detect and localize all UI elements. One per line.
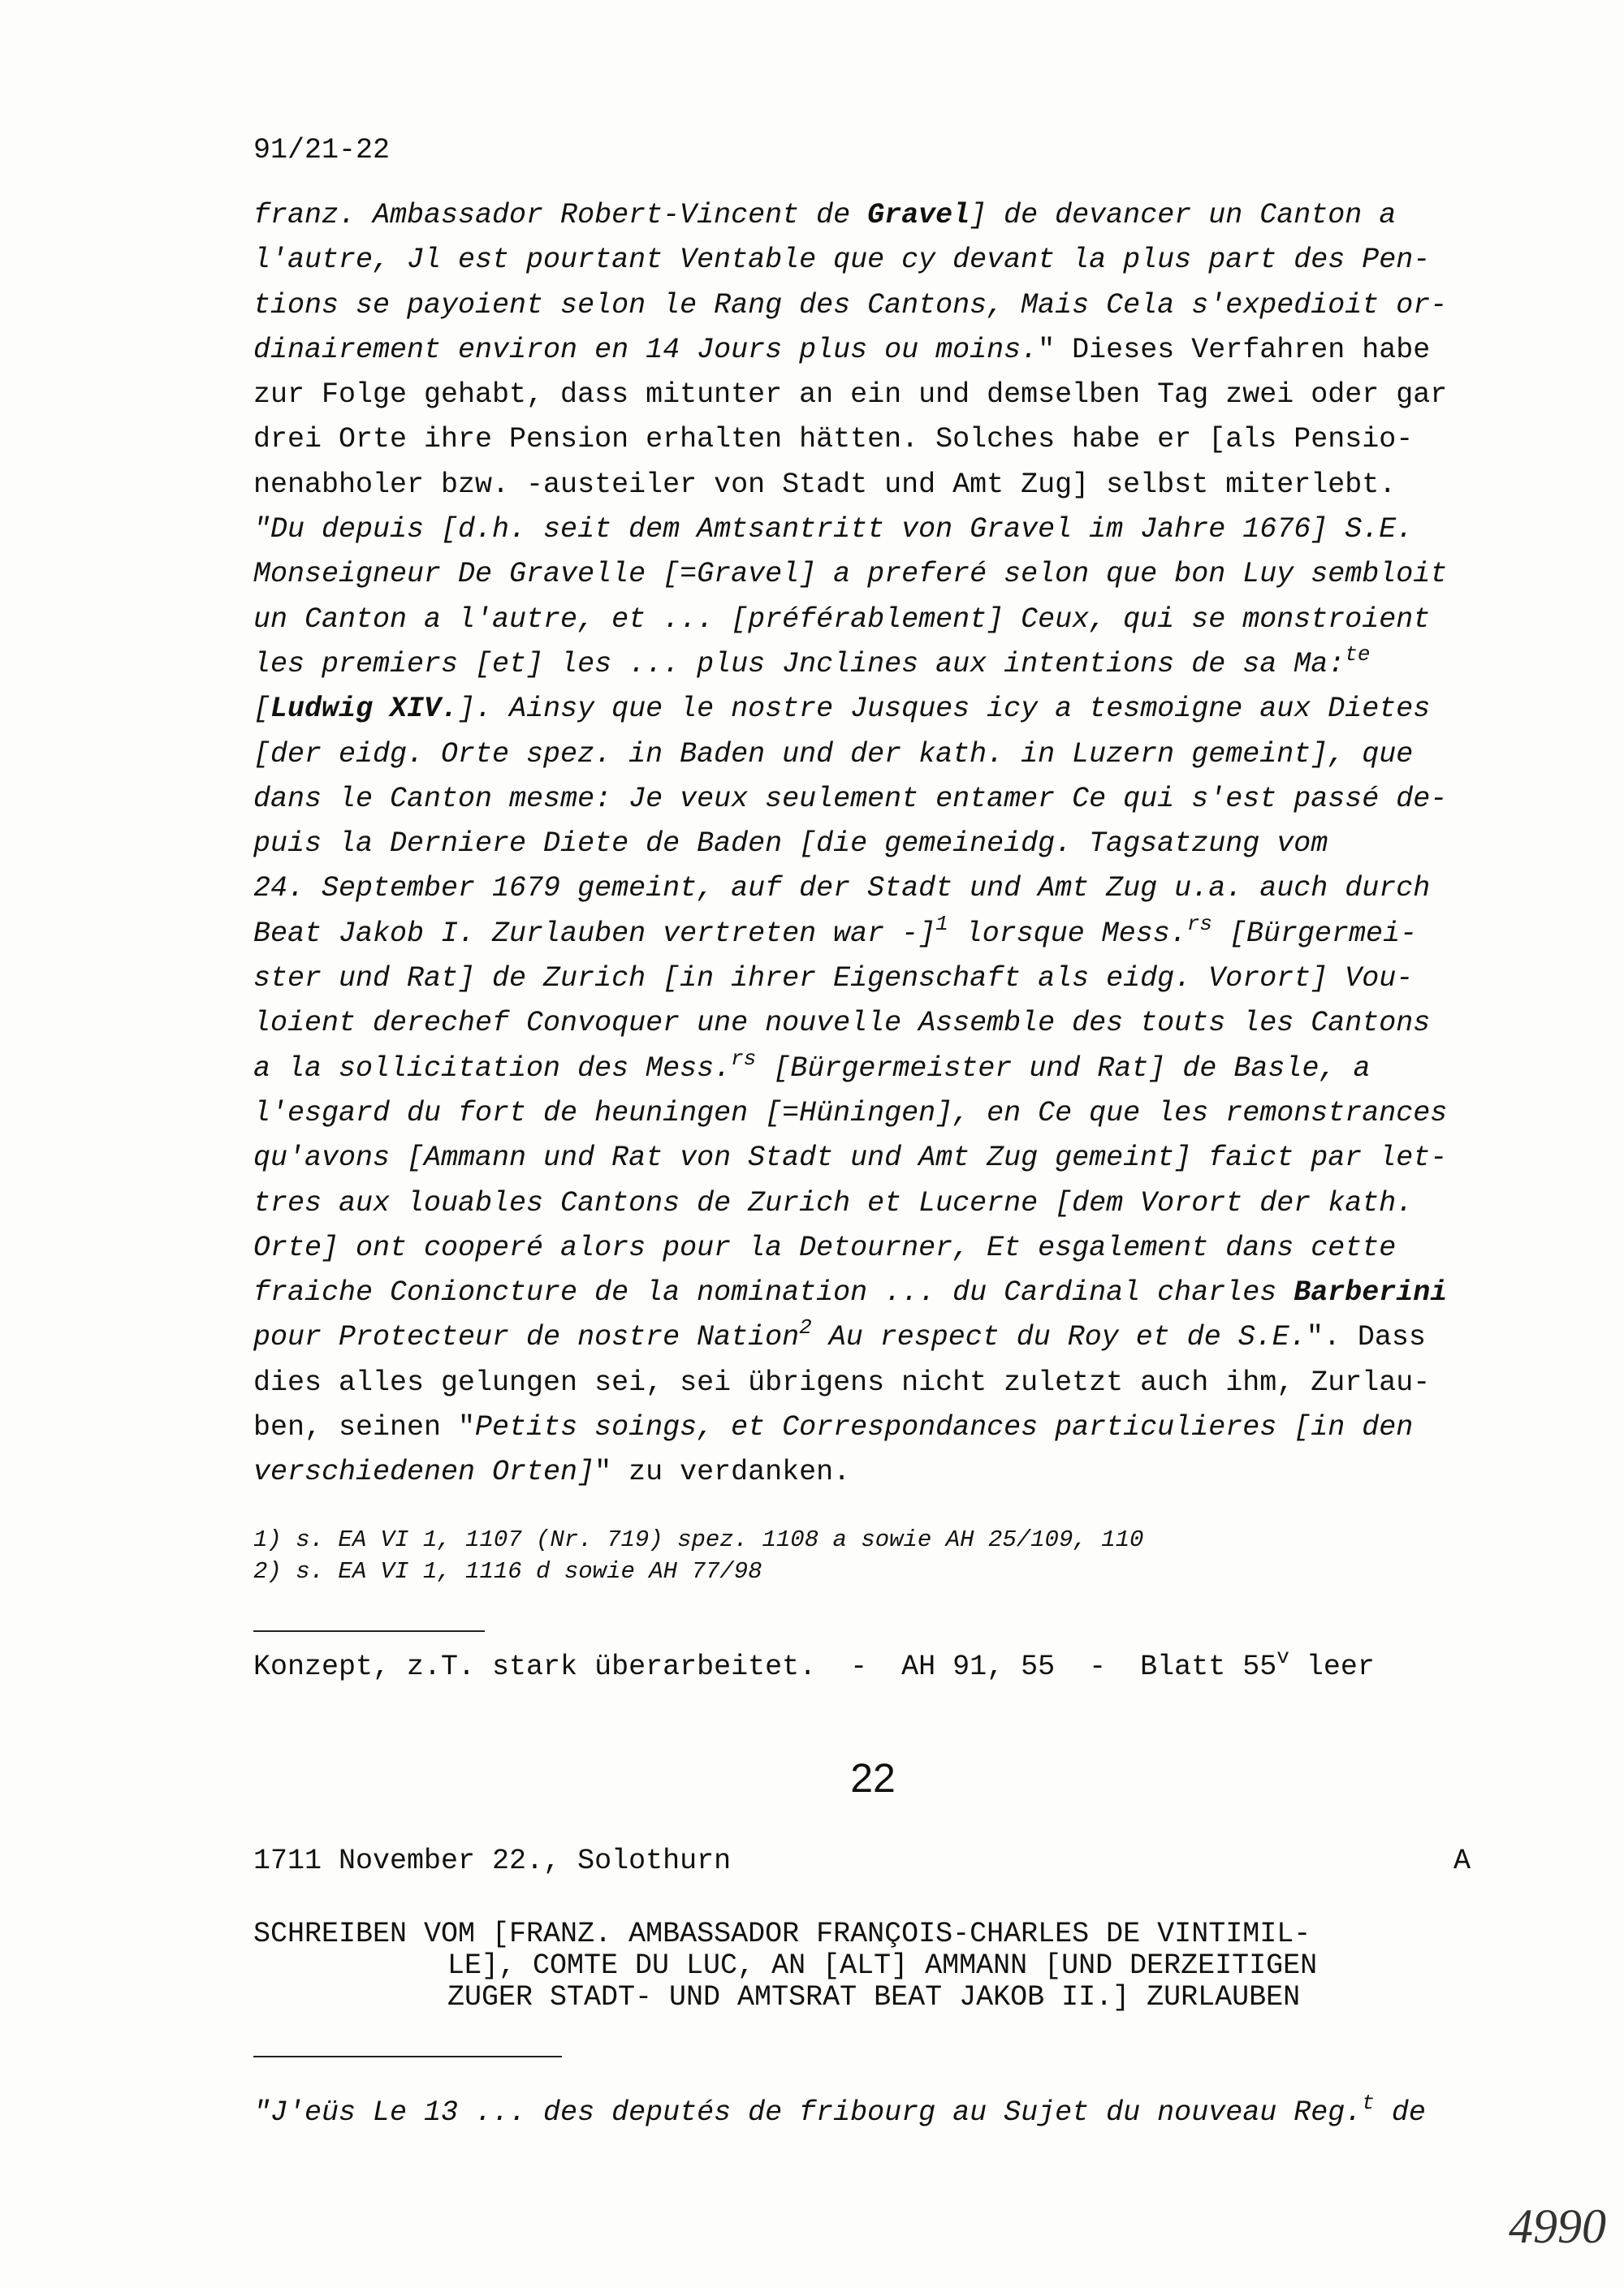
footnote-ref-2: 2 [799, 1315, 812, 1340]
text-line-16: 24. September 1679 gemeint, auf der Stadt und Amt Zug u.a. auch durch [253, 872, 1431, 905]
text-line-21: l'esgard du fort de heuningen [=Hüningen], en Ce que les remonstrances [253, 1096, 1448, 1129]
text-line-12: [Ludwig XIV.]. Ainsy que le nostre Jusques icy a tesmoigne aux Dietes [253, 693, 1431, 726]
handwritten-archive-number: 4990 [1509, 2200, 1606, 2253]
text-line-5: zur Folge gehabt, dass mitunter an ein und demselben Tag zwei oder gar [253, 378, 1448, 412]
footnotes [253, 1524, 1143, 1587]
text-line-4: dinairement environ en 14 Jours plus ou moins." Dieses Verfahren habe [253, 333, 1431, 366]
footnote-ref-1: 1 [935, 911, 948, 936]
text-line-13: [der eidg. Orte spez. in Baden und der kath. in Luzern gemeint], que [253, 737, 1414, 771]
text-line-26: pour Protecteur de nostre Nation$^2$ Au respect du Roy et de S.E.". Dass [253, 1315, 1426, 1354]
text-line-25: fraiche Conioncture de la nomination ... du Cardinal charles Barberini [253, 1276, 1448, 1310]
text-line-19: loient derechef Convoquer une nouvelle Assemble des touts les Cantons [253, 1007, 1431, 1040]
text-line-1: franz. Ambassador Robert-Vincent de Gravel] de devancer un Canton a [253, 199, 1397, 231]
text-line-23: tres aux louables Cantons de Zurich et Lucerne [dem Vorort der kath. [253, 1186, 1414, 1220]
footnote-1: 1) s. EA VI 1, 1107 (Nr. 719) spez. 1108 a sowie AH 25/109, 110 [253, 1526, 1144, 1553]
text-line-18: ster und Rat] de Zurich [in ihrer Eigenschaft als eidg. Vorort] Vou- [253, 962, 1414, 995]
document-heading [253, 1919, 1317, 2014]
text-line-10: un Canton a l'autre, et ... [préférablement] Ceux, qui se monstroient [253, 602, 1431, 636]
text-line-27: dies alles gelungen sei, sei übrigens nicht zuletzt auch ihm, Zurlau- [253, 1366, 1431, 1399]
heading-line-2: LE], COMTE DU LUC, AN [ALT] AMMANN [UND DERZEITIGEN [447, 1949, 1318, 1982]
body-text [253, 193, 1520, 1496]
text-line-14: dans le Canton mesme: Je veux seulement entamer Ce qui s'est passé de- [253, 782, 1448, 815]
text-line-11: les premiers [et] les ... plus Jnclines aux intentions de sa Ma:$^{te}$ [253, 641, 1371, 680]
text-line-17: Beat Jakob I. Zurlauben vertreten war -]$^1$ lorsque Mess.$^{rs}$ [Bürgermei- [253, 911, 1418, 950]
letter-start: "J'eüs Le 13 ... des deputés de fribourg au Sujet du nouveau Reg.$^t$ de [253, 2091, 1426, 2129]
text-line-29: verschiedenen Orten]" zu verdanken. [253, 1456, 851, 1489]
text-line-22: qu'avons [Ammann und Rat von Stadt und Amt Zug gemeint] faict par let- [253, 1142, 1448, 1175]
footnote-2: 2) s. EA VI 1, 1116 d sowie AH 77/98 [253, 1558, 762, 1585]
heading-line-1: SCHREIBEN VOM [FRANZ. AMBASSADOR FRANÇOIS-CHARLES DE VINTIMIL- [253, 1918, 1311, 1950]
dateline: 1711 November 22., Solothurn [253, 1845, 732, 1877]
text-line-6: drei Orte ihre Pension erhalten hätten. Solches habe er [als Pensio- [253, 423, 1414, 456]
text-line-8: "Du depuis [d.h. seit dem Amtsantritt von Gravel im Jahre 1676] S.E. [253, 513, 1414, 546]
text-line-24: Orte] ont cooperé alors pour la Detourner, Et esgalement dans cette [253, 1231, 1397, 1264]
text-line-7: nenabholer bzw. -austeiler von Stadt und Amt Zug] selbst miterlebt. [253, 468, 1397, 501]
page-reference: 91/21-22 [253, 134, 391, 166]
text-line-15: puis la Derniere Diete de Baden [die gemeineidg. Tagsatzung vom [253, 827, 1328, 861]
document-number: 22 [850, 1755, 896, 1801]
original-mark: A [1453, 1845, 1471, 1877]
text-line-3: tions se payoient selon le Rang des Cantons, Mais Cela s'expedioit or- [253, 288, 1448, 322]
separator-rule-1 [253, 1630, 485, 1632]
heading-line-3: ZUGER STADT- UND AMTSRAT BEAT JAKOB II.] ZURLAUBEN [447, 1981, 1301, 2014]
text-line-2: l'autre, Jl est pourtant Ventable que cy devant la plus part des Pen- [253, 244, 1431, 277]
konzept-note: Konzept, z.T. stark überarbeitet. - AH 91, 55 - Blatt 55$^v$ leer [253, 1645, 1375, 1683]
separator-rule-2 [253, 2056, 562, 2057]
text-line-28: ben, seinen "Petits soings, et Correspondances particulieres [in den [253, 1411, 1414, 1444]
text-line-9: Monseigneur De Gravelle [=Gravel] a preferé selon que bon Luy sembloit [253, 558, 1448, 591]
text-line-20: a la sollicitation des Mess.$^{rs}$ [Bürgermeister und Rat] de Basle, a [253, 1046, 1371, 1085]
